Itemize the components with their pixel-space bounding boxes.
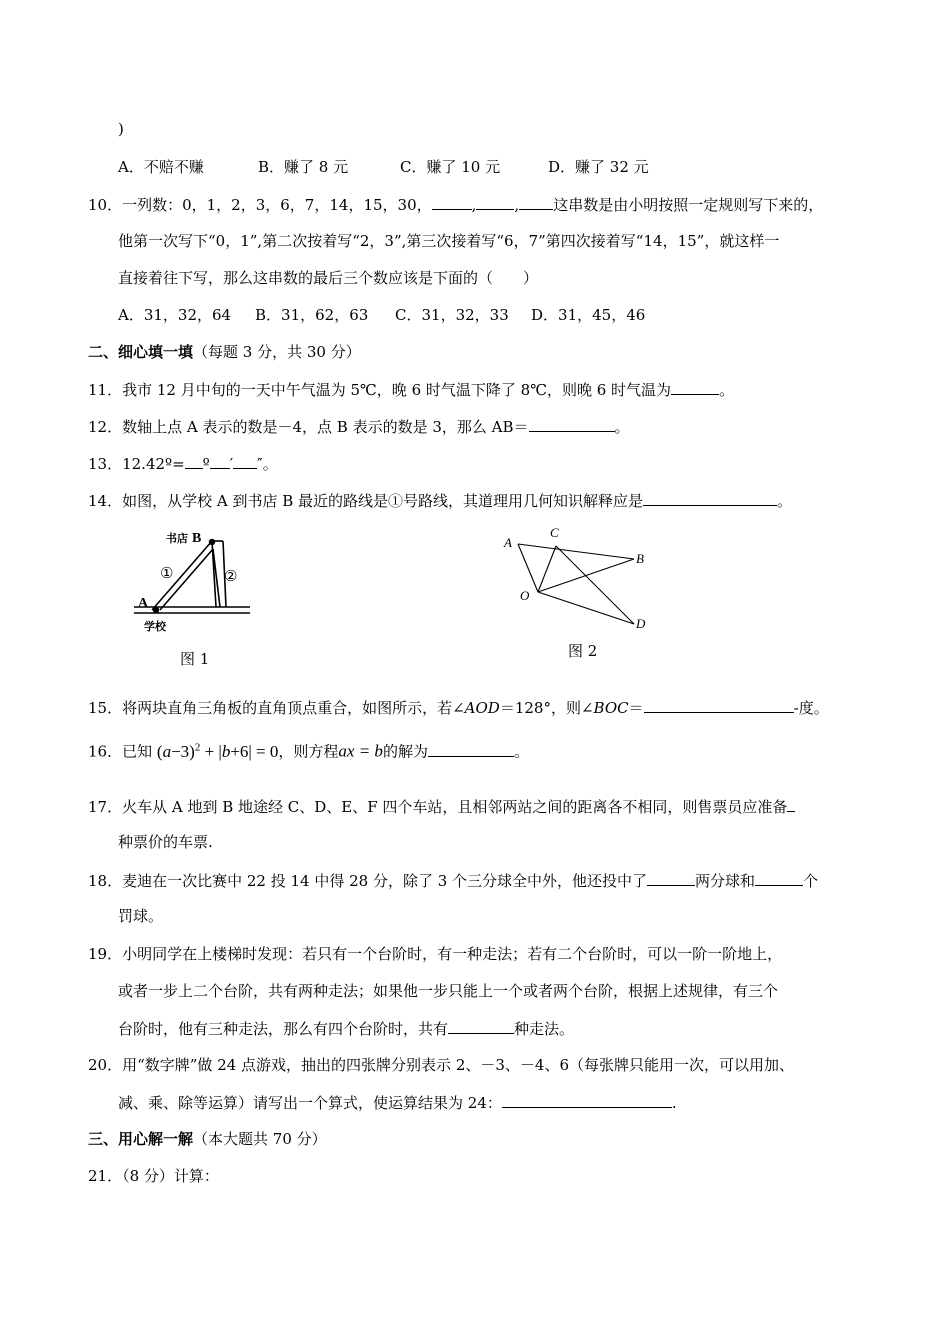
q18-line2: 罚球。 (118, 907, 164, 925)
fig2-label-o: O (520, 588, 530, 603)
q16-mid: ，则方程 (278, 742, 339, 761)
q21-number: 21． (88, 1167, 123, 1185)
q13-minute-symbol: ′ (229, 455, 234, 473)
q13-text: 12.42º= (122, 455, 185, 473)
q11-end: 。 (719, 381, 735, 399)
fig1-road (134, 607, 250, 613)
q17-line2: 种票价的车票. (118, 833, 213, 851)
question-12 (88, 416, 630, 437)
q17-answer-blank[interactable] (787, 796, 795, 812)
q19-number: 19． (88, 945, 123, 963)
section-3-heading (88, 1129, 327, 1149)
q9-close-paren: ) (118, 120, 124, 138)
fig1-label-b: B (192, 531, 202, 546)
q12-answer-blank[interactable] (529, 416, 615, 432)
question-19 (88, 944, 782, 964)
question-21 (88, 1166, 219, 1186)
fig2-label-c: C (550, 525, 559, 540)
q10-blank-2[interactable] (476, 194, 514, 210)
question-17 (88, 796, 795, 817)
q15-end: -度。 (793, 699, 829, 717)
q16-end: 。 (513, 742, 529, 761)
question-13 (88, 453, 278, 474)
q13-degree-blank[interactable] (185, 453, 203, 469)
figure-1-caption: 图 1 (180, 650, 210, 668)
q13-second-blank[interactable] (233, 453, 257, 469)
q15-text-a: 将两块直角三角板的直角顶点重合，如图所示，若∠ (122, 699, 465, 717)
fig2-lines (518, 544, 634, 624)
q18-blank-2[interactable] (755, 870, 803, 886)
fig1-label-school: 学校 (144, 621, 166, 633)
q20-line2-a: 减、乘、除等运算）请写出一个算式，使运算结果为 24： (118, 1094, 502, 1112)
q21-text: （8 分）计算： (122, 1167, 219, 1185)
fig1-point-b (209, 539, 215, 545)
q11-answer-blank[interactable] (671, 379, 719, 395)
q16-pre: 已知 (122, 742, 153, 761)
q20-number: 20． (88, 1056, 123, 1074)
question-10: 10．一列数：0，1，2，3，6，7，14，15，30， , , 这串数是由小明按照一定规则写下来的， (88, 196, 824, 214)
q20-answer-blank[interactable] (502, 1092, 672, 1108)
q15-number: 15． (88, 699, 123, 717)
q9-choice-d: D．赚了 32 元 (548, 158, 649, 176)
q10-line1-b: 这串数是由小明按照一定规则写下来的， (553, 196, 824, 214)
figure-2-angle-diagram (498, 521, 658, 636)
q20-line2 (118, 1092, 677, 1113)
q10-number: 10． (88, 196, 123, 214)
figure-1-route-diagram (128, 524, 268, 639)
question-14 (88, 490, 792, 511)
q16-equation: $(a-3)^2 + |b+6| = 0$ (156, 741, 279, 761)
q16-number: 16． (88, 742, 123, 761)
section-2-note: （每题 3 分，共 30 分） (193, 343, 361, 361)
q17-number: 17． (88, 798, 123, 816)
section-3-title: 三、用心解一解 (88, 1130, 194, 1148)
q14-answer-blank[interactable] (643, 490, 777, 506)
q10-line3: 直接着往下写，那么这串数的最后三个数应该是下面的（ ） (118, 269, 539, 287)
q13-end: 。 (262, 455, 278, 473)
fig1-label-store: 书店 (166, 533, 188, 545)
q16-answer-blank[interactable] (428, 741, 514, 757)
q9-choice-c: C．赚了 10 元 (400, 158, 501, 176)
q9-choice-b: B．赚了 8 元 (258, 158, 349, 176)
q19-line3 (118, 1018, 574, 1039)
q9-choice-a: A．不赔不赚 (118, 158, 204, 176)
q19-line3-b: 种走法。 (514, 1020, 575, 1038)
q12-text: 数轴上点 A 表示的数是－4，点 B 表示的数是 3，那么 AB＝ (122, 418, 529, 436)
fig1-route-1-label: ① (160, 566, 174, 582)
q10-line1-a: 一列数：0，1，2，3，6，7，14，15，30， (122, 196, 432, 214)
question-16 (88, 737, 529, 762)
q19-line2: 或者一步上二个台阶，共有两种走法；如果他一步只能上一个或者两个台阶，根据上述规律，有三个 (118, 982, 779, 1000)
q13-second-symbol: ″ (257, 455, 263, 473)
question-20 (88, 1055, 794, 1075)
fig2-label-a: A (504, 535, 512, 550)
q10-choice-a: A．31，32，64 (118, 306, 232, 324)
q15-text-b: ＝128°，则∠ (499, 699, 594, 717)
q13-degree-symbol: º (202, 455, 210, 473)
q18-blank-1[interactable] (647, 870, 695, 886)
fig1-label-a: A (138, 596, 149, 611)
q18-number: 18． (88, 872, 123, 890)
fig2-label-d: D (636, 616, 646, 631)
q19-line3-a: 台阶时，他有三种走法，那么有四个台阶时，共有 (118, 1020, 449, 1038)
q18-text-c: 个 (803, 872, 819, 890)
q19-line1: 小明同学在上楼梯时发现：若只有一个台阶时，有一种走法；若有二个台阶时，可以一阶一阶地上， (122, 945, 783, 963)
fig2-label-b: B (636, 551, 644, 566)
q19-answer-blank[interactable] (448, 1018, 514, 1034)
section-3-note: （本大题共 70 分） (193, 1130, 327, 1148)
q20-end: . (671, 1094, 677, 1112)
q16-equation-2: ax = b (338, 741, 383, 761)
figure-2-caption: 图 2 (568, 642, 598, 660)
section-2-title: 二、细心填一填 (88, 343, 194, 361)
q15-angle-aod: AOD (464, 699, 500, 717)
q13-number: 13． (88, 455, 123, 473)
q11-text: 我市 12 月中旬的一天中午气温为 5℃，晚 6 时气温下降了 8℃，则晚 6 时气温为 (122, 381, 672, 399)
q12-end: 。 (614, 418, 630, 436)
q10-blank-3[interactable] (519, 194, 553, 210)
fig1-point-a (153, 607, 159, 613)
q11-number: 11． (88, 381, 123, 399)
q18-text-a: 麦迪在一次比赛中 22 投 14 中得 28 分，除了 3 个三分球全中外，他还投中了 (122, 872, 648, 890)
q14-text: 如图，从学校 A 到书店 B 最近的路线是①号路线，其道理用几何知识解释应是 (122, 492, 644, 510)
q15-text-c: ＝ (628, 699, 644, 717)
q20-line1: 用“数字牌”做 24 点游戏，抽出的四张牌分别表示 2、－3、－4、6（每张牌只能用一次，可以用加、 (122, 1056, 794, 1074)
question-18 (88, 870, 818, 891)
q13-minute-blank[interactable] (210, 453, 230, 469)
q10-blank-1[interactable] (432, 194, 472, 210)
question-15 (88, 697, 829, 718)
q12-number: 12． (88, 418, 123, 436)
fig1-route-2-label: ② (224, 569, 238, 585)
q10-choice-b: B．31，62，63 (255, 306, 369, 324)
q14-number: 14． (88, 492, 123, 510)
q18-text-b: 两分球和 (695, 872, 756, 890)
q10-choice-c: C．31，32，33 (395, 306, 509, 324)
q16-post: 的解为 (382, 742, 428, 761)
q17-line1: 火车从 A 地到 B 地途经 C、D、E、F 四个车站，且相邻两站之间的距离各不相同，则售票员应准备 (122, 798, 788, 816)
q15-angle-boc: BOC (593, 699, 629, 717)
q10-line2: 他第一次写下“0，1”,第二次按着写“2，3”,第三次接着写“6，7”第四次接着写“14，15”，就这样一 (118, 232, 780, 250)
q10-choice-d: D．31，45，46 (531, 306, 646, 324)
q15-answer-blank[interactable] (644, 697, 794, 713)
question-11 (88, 379, 734, 400)
q14-end: 。 (777, 492, 793, 510)
section-2-heading (88, 342, 361, 362)
